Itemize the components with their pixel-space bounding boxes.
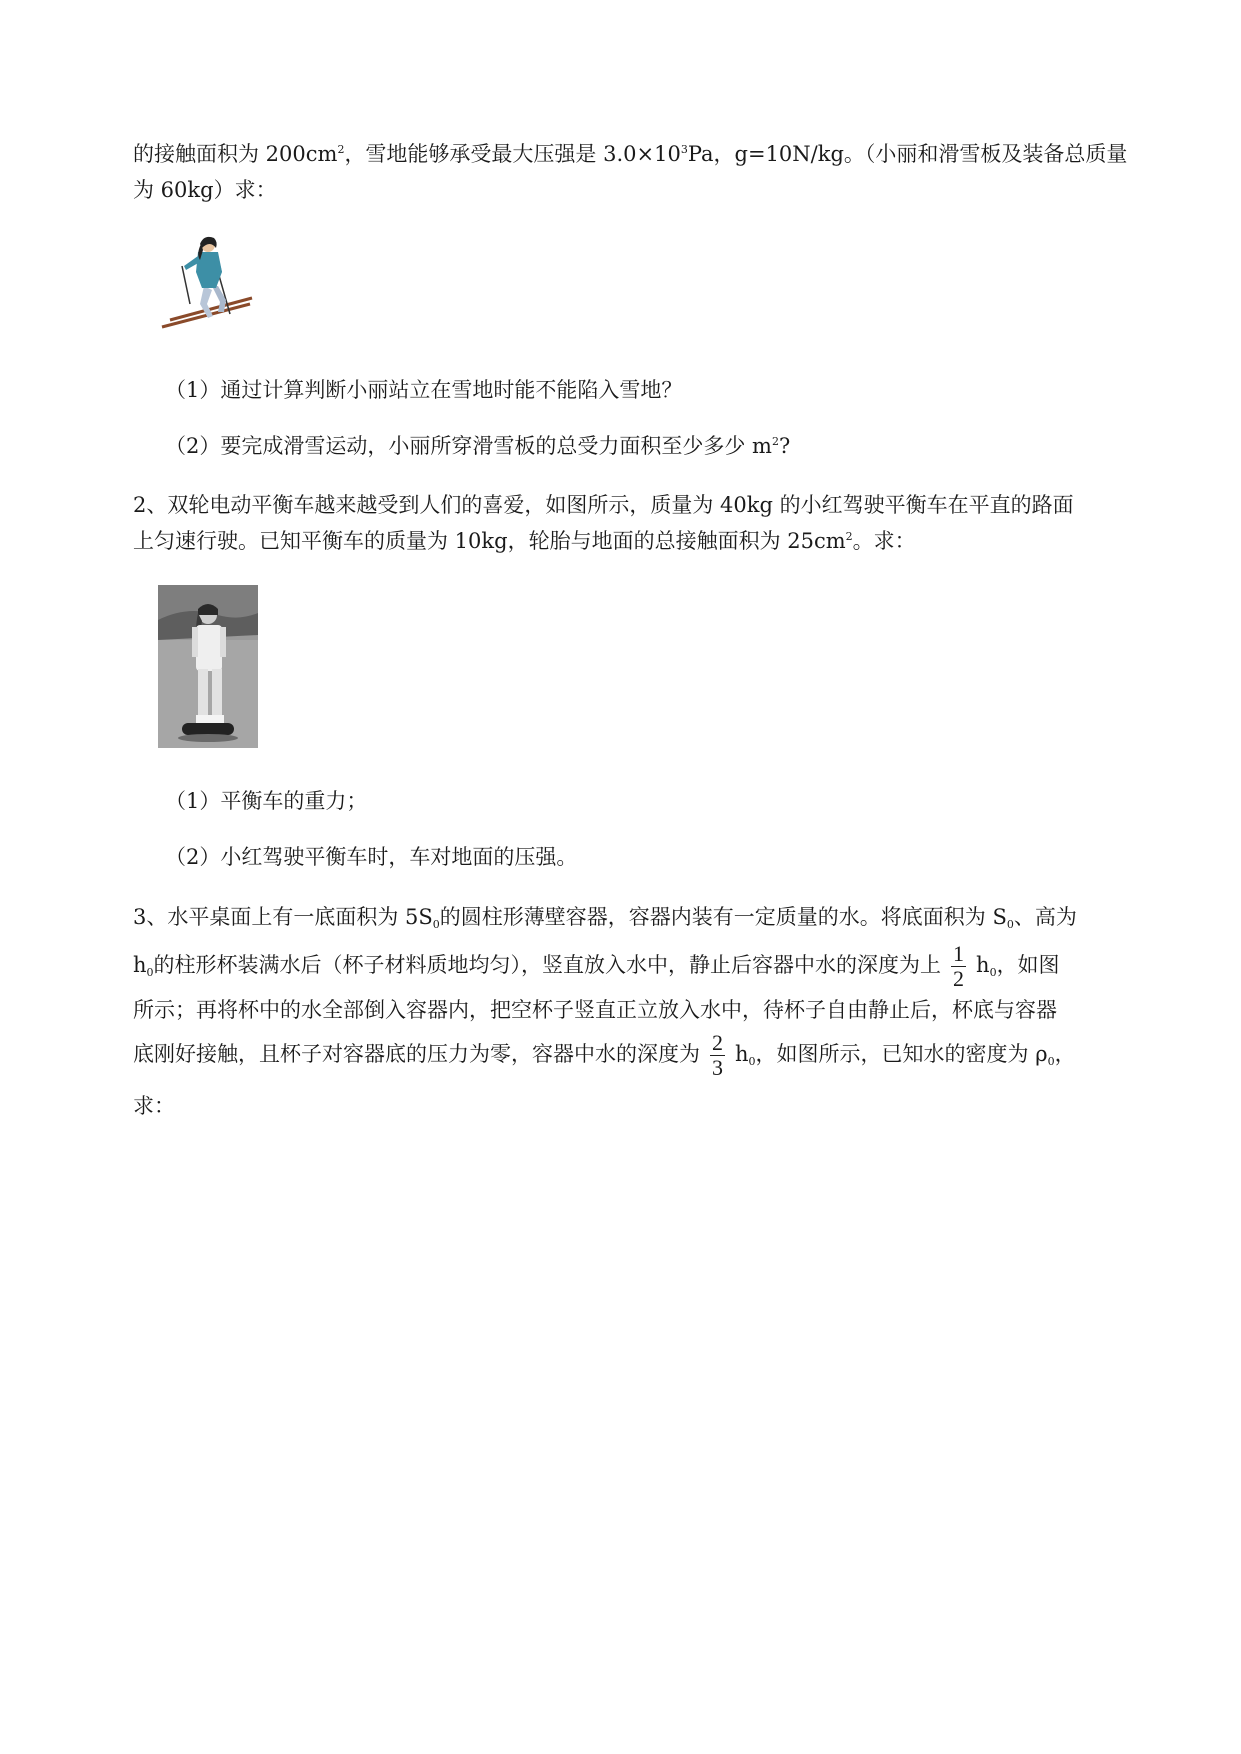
p3-line-5: 求： — [133, 1094, 175, 1118]
balance-car-photo — [158, 585, 258, 748]
p2-question-1: （1）平衡车的重力； — [165, 789, 368, 813]
p2-question-2: （2）小红驾驶平衡车时，车对地面的压强。 — [165, 845, 578, 869]
fraction-two-thirds: $\frac{2}{3}$ — [712, 1030, 723, 1080]
p3-line-2: h0的柱形杯装满水后（杯子材料质地均匀），竖直放入水中，静止后容器中水的深度为上 $\frac{1}{2}$ h0，如图 — [133, 941, 1060, 991]
p2-line-1: 2、双轮电动平衡车越来越受到人们的喜爱，如图所示，质量为 40kg 的小红驾驶平衡车在平直的路面 — [133, 493, 1074, 517]
p2-line-2: 上匀速行驶。已知平衡车的质量为 10kg，轮胎与地面的总接触面积为 $25cm^2$。求： — [133, 529, 916, 553]
p1-question-1: （1）通过计算判断小丽站立在雪地时能不能陷入雪地？ — [165, 378, 683, 402]
p3-line-3: 所示；再将杯中的水全部倒入容器内，把空杯子竖直正立放入水中，待杯子自由静止后，杯底与容器 — [133, 998, 1057, 1022]
p1-line-2: 为 60kg）求： — [133, 178, 277, 202]
p3-line-4: 底刚好接触，且杯子对容器底的压力为零，容器中水的深度为 $\frac{2}{3}$ h0，如图所示，已知水的密度为 ρ0， — [133, 1030, 1076, 1080]
p1-line-1: 的接触面积为 $200cm^2$，雪地能够承受最大压强是 $3.0\times 10^3Pa$，g=10N/kg。（小丽和滑雪板及装备总质量 — [133, 142, 1128, 166]
fraction-one-half: $\frac{1}{2}$ — [953, 941, 965, 991]
p3-line-1: 3、水平桌面上有一底面积为 5S0的圆柱形薄壁容器，容器内装有一定质量的水。将底面积为 S0、高为 — [133, 905, 1077, 931]
p1-question-2: （2）要完成滑雪运动，小丽所穿滑雪板的总受力面积至少多少 $m^2$? — [165, 434, 791, 458]
skier-figure — [160, 232, 255, 332]
